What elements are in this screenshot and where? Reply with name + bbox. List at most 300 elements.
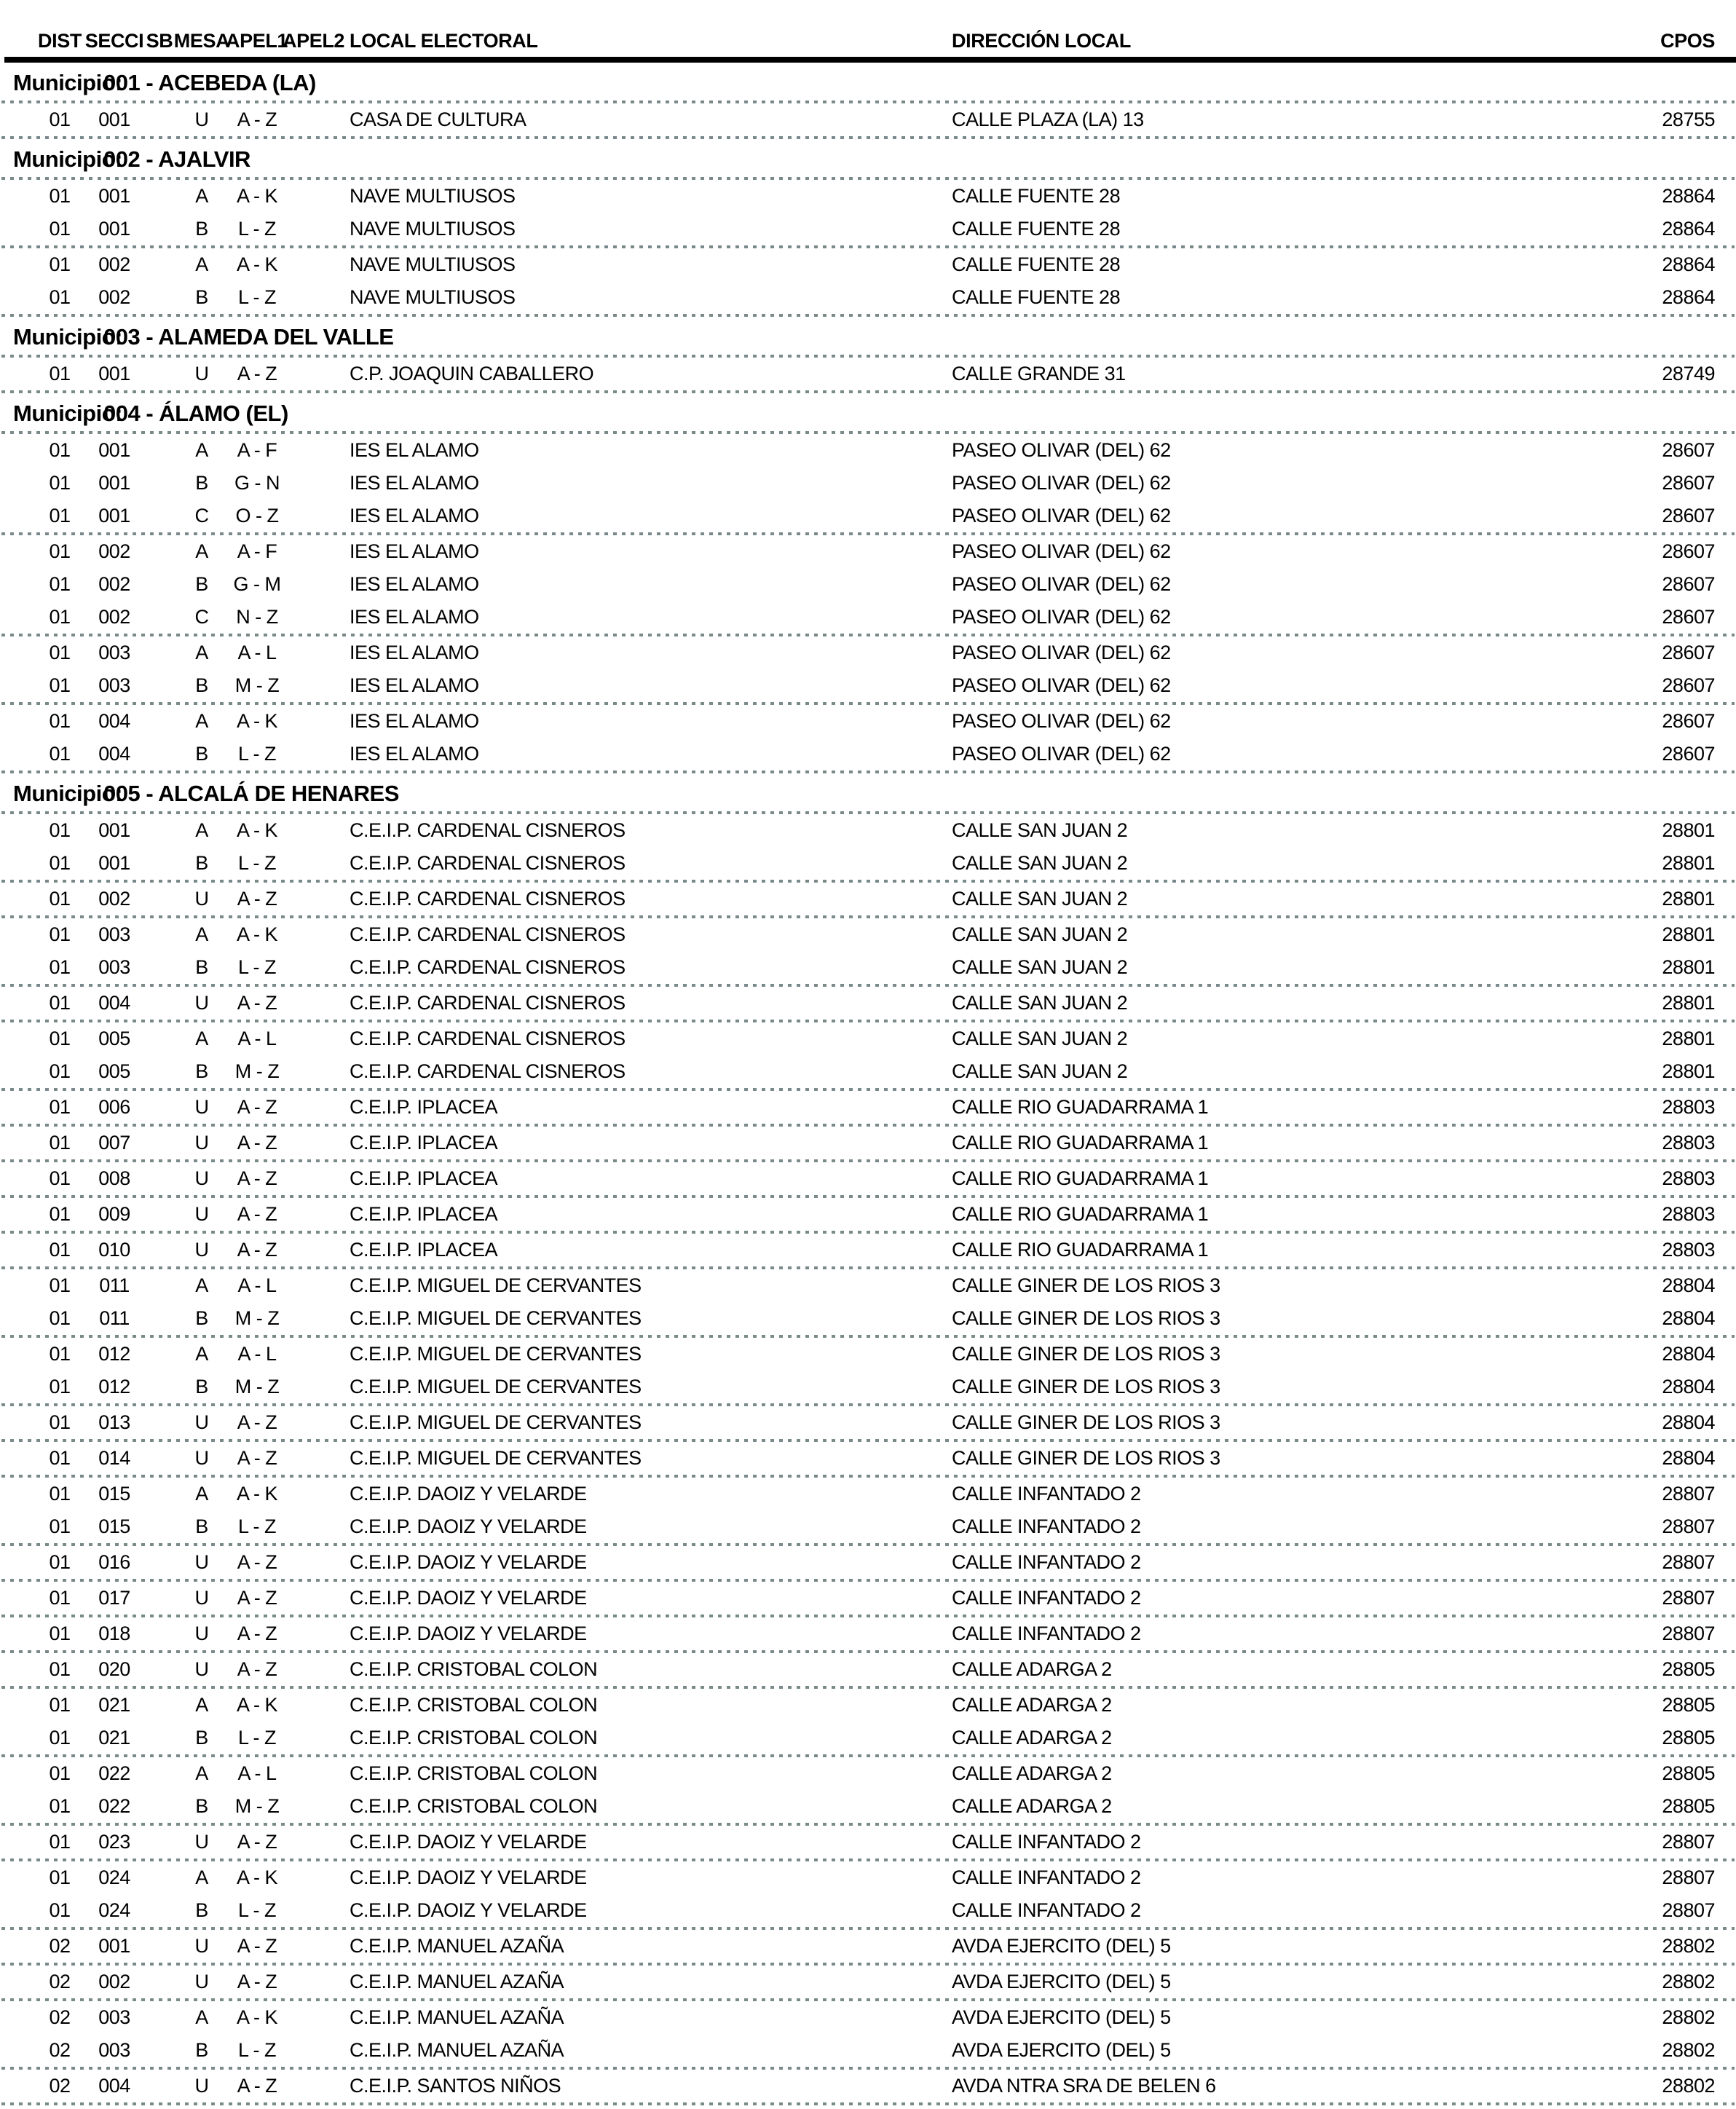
table-row (0, 1617, 1736, 1650)
cell-apel: A - K (236, 1694, 278, 1716)
cell-mesa: B (195, 743, 208, 765)
col-header-apel2: APEL2 (283, 30, 345, 52)
cell-local: C.E.I.P. MIGUEL DE CERVANTES (350, 1411, 642, 1433)
cell-secci: 015 (98, 1515, 130, 1537)
cell-dist: 01 (49, 1623, 71, 1644)
table-row (0, 358, 1736, 390)
section-row-group (0, 1338, 1736, 1406)
cell-cpos: 28607 (1662, 606, 1715, 628)
municipio-heading (0, 139, 1736, 177)
cell-local: NAVE MULTIUSOS (350, 218, 516, 240)
table-row (0, 1722, 1736, 1754)
section-row-group (0, 1269, 1736, 1338)
section-row-group (0, 1617, 1736, 1653)
cell-dir: CALLE GINER DE LOS RIOS 3 (952, 1307, 1220, 1329)
section-row-group (0, 1022, 1736, 1091)
cell-cpos: 28801 (1662, 852, 1715, 874)
cell-mesa: A (195, 540, 208, 562)
table-row (0, 2034, 1736, 2067)
cell-secci: 021 (98, 1727, 130, 1749)
cell-cpos: 28607 (1662, 642, 1715, 663)
table-row (0, 434, 1736, 467)
cell-mesa: C (194, 505, 209, 527)
section-row-group (0, 1546, 1736, 1582)
cell-local: C.E.I.P. MIGUEL DE CERVANTES (350, 1376, 642, 1398)
cell-dir: PASEO OLIVAR (DEL) 62 (952, 642, 1171, 663)
table-row (0, 1894, 1736, 1927)
cell-secci: 024 (98, 1866, 130, 1888)
cell-cpos: 28807 (1662, 1831, 1715, 1853)
cell-secci: 021 (98, 1694, 130, 1716)
cell-secci: 014 (98, 1447, 130, 1469)
cell-dist: 01 (49, 674, 71, 696)
municipio-name: 004 - ÁLAMO (EL) (103, 401, 288, 426)
cell-cpos: 28607 (1662, 710, 1715, 732)
cell-local: C.E.I.P. MIGUEL DE CERVANTES (350, 1274, 642, 1296)
cell-local: C.E.I.P. CARDENAL CISNEROS (350, 923, 626, 945)
section-row-group (0, 1162, 1736, 1198)
cell-cpos: 28802 (1662, 2039, 1715, 2061)
table-row (0, 1406, 1736, 1439)
section-row-group (0, 103, 1736, 139)
cell-apel: A - K (236, 819, 278, 841)
cell-cpos: 28801 (1662, 888, 1715, 910)
cell-mesa: A (195, 819, 208, 841)
cell-cpos: 28607 (1662, 505, 1715, 527)
cell-local: C.E.I.P. DAOIZ Y VELARDE (350, 1551, 587, 1573)
cell-mesa: B (195, 852, 208, 874)
cell-mesa: U (194, 888, 209, 910)
cell-dir: CALLE ADARGA 2 (952, 1658, 1112, 1680)
cell-dir: CALLE RIO GUADARRAMA 1 (952, 1167, 1209, 1189)
cell-apel: A - L (237, 1343, 277, 1365)
cell-apel: A - Z (237, 109, 277, 130)
table-row (0, 568, 1736, 601)
cell-dir: CALLE INFANTADO 2 (952, 1587, 1141, 1609)
cell-dist: 02 (49, 2075, 71, 2097)
cell-mesa: U (194, 109, 209, 130)
section-row-group (0, 1478, 1736, 1546)
cell-cpos: 28864 (1662, 253, 1715, 275)
table-row (0, 1930, 1736, 1963)
cell-dir: PASEO OLIVAR (DEL) 62 (952, 472, 1171, 494)
municipio-name: 001 - ACEBEDA (LA) (103, 70, 316, 95)
cell-cpos: 28805 (1662, 1658, 1715, 1680)
cell-dir: CALLE GRANDE 31 (952, 363, 1126, 385)
cell-secci: 004 (98, 743, 130, 765)
cell-dist: 01 (49, 1866, 71, 1888)
cell-cpos: 28755 (1662, 109, 1715, 130)
table-row (0, 1510, 1736, 1543)
cell-local: IES EL ALAMO (350, 472, 479, 494)
cell-cpos: 28801 (1662, 992, 1715, 1014)
cell-local: C.E.I.P. CARDENAL CISNEROS (350, 819, 626, 841)
cell-apel: M - Z (234, 1376, 280, 1398)
cell-secci: 013 (98, 1411, 130, 1433)
cell-cpos: 28607 (1662, 439, 1715, 461)
cell-local: C.E.I.P. IPLACEA (350, 1096, 498, 1118)
municipio-name: 003 - ALAMEDA DEL VALLE (103, 324, 394, 350)
cell-cpos: 28807 (1662, 1623, 1715, 1644)
header-rule (4, 57, 1736, 63)
cell-apel: G - N (234, 472, 280, 494)
table-row (0, 103, 1736, 136)
cell-dist: 01 (49, 1515, 71, 1537)
cell-secci: 023 (98, 1831, 130, 1853)
municipio-label: Municipio: (13, 146, 122, 172)
cell-local: C.E.I.P. CRISTOBAL COLON (350, 1694, 598, 1716)
cell-cpos: 28607 (1662, 573, 1715, 595)
cell-dist: 01 (49, 1096, 71, 1118)
cell-mesa: B (195, 674, 208, 696)
cell-secci: 008 (98, 1167, 130, 1189)
cell-secci: 005 (98, 1028, 130, 1049)
cell-cpos: 28804 (1662, 1274, 1715, 1296)
municipio-name: 002 - AJALVIR (103, 146, 250, 172)
cell-apel: A - L (237, 642, 277, 663)
cell-mesa: B (195, 1060, 208, 1082)
table-row (0, 1234, 1736, 1266)
cell-secci: 016 (98, 1551, 130, 1573)
cell-local: C.E.I.P. MANUEL AZAÑA (350, 2039, 564, 2061)
cell-dir: CALLE SAN JUAN 2 (952, 819, 1128, 841)
table-body (0, 63, 1736, 2105)
cell-local: C.E.I.P. IPLACEA (350, 1239, 498, 1261)
cell-dist: 01 (49, 1411, 71, 1433)
cell-cpos: 28805 (1662, 1727, 1715, 1749)
cell-local: IES EL ALAMO (350, 439, 479, 461)
cell-mesa: A (195, 1343, 208, 1365)
cell-dist: 01 (49, 1795, 71, 1817)
col-header-mesa: MESA (173, 30, 230, 52)
cell-secci: 001 (98, 185, 130, 207)
table-row (0, 535, 1736, 568)
cell-dir: CALLE INFANTADO 2 (952, 1831, 1141, 1853)
cell-local: C.E.I.P. IPLACEA (350, 1203, 498, 1225)
section-row-group (0, 987, 1736, 1022)
cell-secci: 012 (98, 1343, 130, 1365)
cell-apel: A - L (237, 1274, 277, 1296)
cell-cpos: 28807 (1662, 1899, 1715, 1921)
cell-secci: 022 (98, 1795, 130, 1817)
cell-dist: 01 (49, 1028, 71, 1049)
table-row (0, 1371, 1736, 1403)
table-row (0, 1966, 1736, 1998)
cell-dist: 01 (49, 253, 71, 275)
cell-apel: A - K (236, 185, 278, 207)
cell-apel: A - K (236, 923, 278, 945)
cell-local: IES EL ALAMO (350, 674, 479, 696)
cell-mesa: U (194, 1447, 209, 1469)
cell-secci: 002 (98, 253, 130, 275)
cell-apel: L - Z (237, 218, 276, 240)
cell-local: C.E.I.P. DAOIZ Y VELARDE (350, 1515, 587, 1537)
section-row-group (0, 1091, 1736, 1127)
section-row-group (0, 535, 1736, 636)
section-row-group (0, 1234, 1736, 1269)
cell-dir: CALLE GINER DE LOS RIOS 3 (952, 1447, 1220, 1469)
cell-mesa: B (195, 1795, 208, 1817)
cell-local: C.E.I.P. SANTOS NIÑOS (350, 2075, 561, 2097)
section-row-group (0, 1930, 1736, 1966)
table-row (0, 213, 1736, 245)
cell-dir: PASEO OLIVAR (DEL) 62 (952, 573, 1171, 595)
table-row (0, 2070, 1736, 2102)
cell-dir: CALLE GINER DE LOS RIOS 3 (952, 1376, 1220, 1398)
cell-dist: 01 (49, 1274, 71, 1296)
cell-dist: 01 (49, 185, 71, 207)
table-row (0, 1269, 1736, 1302)
cell-dist: 01 (49, 1587, 71, 1609)
table-row (0, 847, 1736, 880)
cell-secci: 006 (98, 1096, 130, 1118)
cell-cpos: 28807 (1662, 1587, 1715, 1609)
table-row (0, 1091, 1736, 1124)
cell-secci: 004 (98, 710, 130, 732)
table-header-row (0, 0, 1736, 57)
cell-dir: CALLE SAN JUAN 2 (952, 992, 1128, 1014)
cell-secci: 018 (98, 1623, 130, 1644)
cell-apel: A - K (236, 1866, 278, 1888)
cell-cpos: 28805 (1662, 1694, 1715, 1716)
cell-dist: 01 (49, 606, 71, 628)
cell-apel: O - Z (235, 505, 279, 527)
cell-mesa: A (195, 1694, 208, 1716)
cell-apel: M - Z (234, 1307, 280, 1329)
cell-apel: L - Z (237, 1727, 276, 1749)
cell-mesa: B (195, 1376, 208, 1398)
table-row (0, 705, 1736, 738)
table-row (0, 1338, 1736, 1371)
table-row (0, 1127, 1736, 1159)
cell-mesa: U (194, 1239, 209, 1261)
cell-cpos: 28607 (1662, 674, 1715, 696)
section-row-group (0, 705, 1736, 773)
cell-dist: 01 (49, 852, 71, 874)
cell-dir: CALLE INFANTADO 2 (952, 1866, 1141, 1888)
cell-cpos: 28801 (1662, 1028, 1715, 1049)
cell-secci: 001 (98, 852, 130, 874)
cell-local: IES EL ALAMO (350, 606, 479, 628)
table-row (0, 1442, 1736, 1475)
section-row-group (0, 1757, 1736, 1826)
table-row (0, 281, 1736, 314)
cell-dir: CALLE INFANTADO 2 (952, 1623, 1141, 1644)
table-row (0, 1198, 1736, 1231)
cell-dist: 01 (49, 819, 71, 841)
cell-secci: 009 (98, 1203, 130, 1225)
cell-mesa: A (195, 1274, 208, 1296)
cell-apel: A - K (236, 253, 278, 275)
cell-local: C.E.I.P. DAOIZ Y VELARDE (350, 1899, 587, 1921)
cell-secci: 001 (98, 1935, 130, 1957)
cell-mesa: A (195, 1866, 208, 1888)
cell-secci: 002 (98, 540, 130, 562)
cell-dist: 01 (49, 109, 71, 130)
cell-secci: 005 (98, 1060, 130, 1082)
cell-apel: A - Z (237, 888, 277, 910)
cell-secci: 011 (99, 1307, 130, 1329)
cell-dist: 01 (49, 710, 71, 732)
cell-dir: PASEO OLIVAR (DEL) 62 (952, 743, 1171, 765)
cell-cpos: 28803 (1662, 1132, 1715, 1154)
cell-secci: 003 (98, 2006, 130, 2028)
cell-local: C.E.I.P. CARDENAL CISNEROS (350, 852, 626, 874)
cell-dist: 01 (49, 923, 71, 945)
cell-apel: A - Z (237, 1411, 277, 1433)
table-row (0, 2001, 1736, 2034)
cell-local: C.E.I.P. CRISTOBAL COLON (350, 1658, 598, 1680)
cell-mesa: B (195, 2039, 208, 2061)
cell-dir: CALLE INFANTADO 2 (952, 1515, 1141, 1537)
table-row (0, 500, 1736, 532)
table-row (0, 814, 1736, 847)
cell-local: C.E.I.P. MANUEL AZAÑA (350, 2006, 564, 2028)
cell-mesa: A (195, 439, 208, 461)
cell-dist: 01 (49, 1203, 71, 1225)
dotted-separator (1, 2102, 1735, 2105)
cell-dist: 01 (49, 888, 71, 910)
cell-local: C.E.I.P. IPLACEA (350, 1167, 498, 1189)
cell-local: IES EL ALAMO (350, 743, 479, 765)
cell-cpos: 28749 (1662, 363, 1715, 385)
cell-local: NAVE MULTIUSOS (350, 185, 516, 207)
section-row-group (0, 1966, 1736, 2001)
cell-dir: CALLE RIO GUADARRAMA 1 (952, 1239, 1209, 1261)
cell-dist: 01 (49, 1483, 71, 1505)
section-row-group (0, 883, 1736, 918)
cell-local: CASA DE CULTURA (350, 109, 526, 130)
cell-apel: L - Z (237, 743, 276, 765)
cell-secci: 024 (98, 1899, 130, 1921)
cell-mesa: B (195, 573, 208, 595)
cell-cpos: 28801 (1662, 1060, 1715, 1082)
table-row (0, 636, 1736, 669)
cell-local: C.E.I.P. CARDENAL CISNEROS (350, 1028, 626, 1049)
municipio-label: Municipio: (13, 324, 122, 350)
cell-secci: 017 (98, 1587, 130, 1609)
cell-secci: 001 (98, 505, 130, 527)
cell-local: NAVE MULTIUSOS (350, 253, 516, 275)
cell-local: IES EL ALAMO (350, 710, 479, 732)
section-row-group (0, 2070, 1736, 2105)
municipio-heading (0, 317, 1736, 355)
cell-cpos: 28807 (1662, 1515, 1715, 1537)
cell-apel: A - L (237, 1028, 277, 1049)
cell-cpos: 28807 (1662, 1866, 1715, 1888)
cell-dir: CALLE INFANTADO 2 (952, 1551, 1141, 1573)
cell-secci: 001 (98, 472, 130, 494)
cell-local: IES EL ALAMO (350, 642, 479, 663)
cell-secci: 003 (98, 923, 130, 945)
cell-apel: A - Z (237, 1587, 277, 1609)
cell-apel: L - Z (237, 2039, 276, 2061)
cell-apel: A - K (236, 710, 278, 732)
cell-dir: CALLE RIO GUADARRAMA 1 (952, 1096, 1209, 1118)
cell-local: C.E.I.P. DAOIZ Y VELARDE (350, 1623, 587, 1644)
cell-secci: 001 (98, 218, 130, 240)
cell-dist: 02 (49, 2006, 71, 2028)
cell-dist: 01 (49, 1167, 71, 1189)
cell-dir: PASEO OLIVAR (DEL) 62 (952, 505, 1171, 527)
cell-mesa: U (194, 1411, 209, 1433)
cell-local: C.E.I.P. DAOIZ Y VELARDE (350, 1866, 587, 1888)
cell-dist: 01 (49, 505, 71, 527)
cell-local: C.E.I.P. CARDENAL CISNEROS (350, 992, 626, 1014)
table-row (0, 1022, 1736, 1055)
table-row (0, 1861, 1736, 1894)
section-row-group (0, 1861, 1736, 1930)
cell-mesa: U (194, 1935, 209, 1957)
cell-apel: A - Z (237, 1831, 277, 1853)
cell-secci: 011 (99, 1274, 130, 1296)
table-row (0, 1757, 1736, 1790)
section-row-group (0, 180, 1736, 248)
cell-local: C.E.I.P. DAOIZ Y VELARDE (350, 1587, 587, 1609)
cell-dist: 01 (49, 1132, 71, 1154)
cell-local: C.E.I.P. MIGUEL DE CERVANTES (350, 1343, 642, 1365)
cell-cpos: 28805 (1662, 1795, 1715, 1817)
cell-secci: 001 (98, 439, 130, 461)
cell-local: IES EL ALAMO (350, 505, 479, 527)
cell-apel: A - Z (237, 992, 277, 1014)
cell-dir: AVDA EJERCITO (DEL) 5 (952, 2006, 1171, 2028)
municipio-name: 005 - ALCALÁ DE HENARES (103, 781, 399, 806)
cell-dir: PASEO OLIVAR (DEL) 62 (952, 606, 1171, 628)
col-header-apel1: APEL1 (226, 30, 288, 52)
cell-cpos: 28805 (1662, 1762, 1715, 1784)
cell-local: IES EL ALAMO (350, 573, 479, 595)
cell-local: C.E.I.P. MANUEL AZAÑA (350, 1935, 564, 1957)
cell-dist: 01 (49, 363, 71, 385)
table-row (0, 883, 1736, 915)
section-row-group (0, 358, 1736, 393)
section-row-group (0, 814, 1736, 883)
cell-dir: CALLE ADARGA 2 (952, 1694, 1112, 1716)
cell-cpos: 28804 (1662, 1411, 1715, 1433)
section-row-group (0, 636, 1736, 705)
municipio-label: Municipio: (13, 401, 122, 426)
cell-apel: L - Z (237, 956, 276, 978)
cell-apel: A - Z (237, 1167, 277, 1189)
table-row (0, 1055, 1736, 1088)
cell-secci: 022 (98, 1762, 130, 1784)
cell-dir: CALLE FUENTE 28 (952, 218, 1121, 240)
cell-local: C.P. JOAQUIN CABALLERO (350, 363, 594, 385)
section-row-group (0, 1127, 1736, 1162)
table-row (0, 918, 1736, 951)
cell-apel: M - Z (234, 1795, 280, 1817)
cell-cpos: 28804 (1662, 1447, 1715, 1469)
cell-dir: CALLE RIO GUADARRAMA 1 (952, 1132, 1209, 1154)
cell-apel: A - F (237, 439, 277, 461)
cell-dir: CALLE INFANTADO 2 (952, 1899, 1141, 1921)
cell-dist: 01 (49, 1727, 71, 1749)
cell-cpos: 28802 (1662, 1971, 1715, 1992)
section-row-group (0, 1406, 1736, 1442)
section-row-group (0, 248, 1736, 317)
cell-dist: 01 (49, 540, 71, 562)
col-header-secci: SECCI (84, 30, 144, 52)
cell-secci: 003 (98, 642, 130, 663)
cell-mesa: U (194, 1831, 209, 1853)
cell-dist: 01 (49, 286, 71, 308)
section-row-group (0, 1689, 1736, 1757)
cell-dist: 01 (49, 1343, 71, 1365)
cell-cpos: 28801 (1662, 923, 1715, 945)
cell-dir: AVDA EJERCITO (DEL) 5 (952, 1935, 1171, 1957)
cell-cpos: 28607 (1662, 743, 1715, 765)
